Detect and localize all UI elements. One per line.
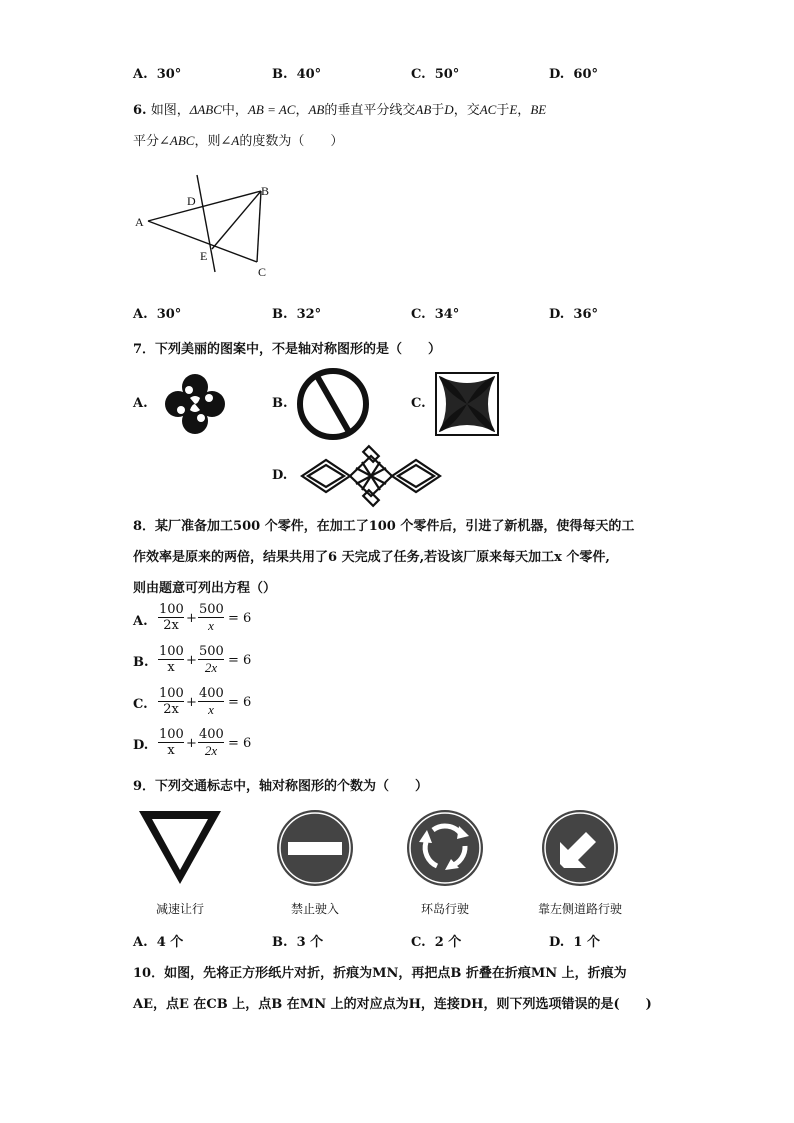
no-entry-sign-icon <box>275 808 355 888</box>
fraction: $\frac{100}{2x}$ <box>159 686 184 717</box>
q8-stem-line1: 8．某厂准备加工500 个零件，在加工了100 个零件后，引进了新机器，使得每天的工 <box>133 519 635 534</box>
q5-option-b[interactable]: B. 40° <box>272 67 322 82</box>
yield-sign-icon <box>135 808 225 888</box>
q9-stem: 9．下列交通标志中，轴对称图形的个数为（ ） <box>133 779 429 794</box>
q6-stem-line2: 平分∠ABC，则∠A的度数为（ ） <box>133 133 344 149</box>
q7-option-a-label[interactable]: A. <box>133 396 148 411</box>
q6-number: 6. <box>133 103 147 118</box>
fraction: $\frac{400}{x}$ <box>199 686 224 717</box>
sign-caption-roundabout: 环岛行驶 <box>420 902 469 916</box>
q6-option-a[interactable]: A. 30° <box>133 307 182 322</box>
fraction: $\frac{500}{2x}$ <box>199 644 224 675</box>
q7-pattern-d-endless-knot-icon <box>300 448 442 504</box>
fraction: $\frac{400}{2x}$ <box>199 727 224 758</box>
fraction: $\frac{100}{x}$ <box>159 644 184 675</box>
keep-left-sign-icon <box>540 808 620 888</box>
q6-option-d[interactable]: D. 36° <box>549 307 598 322</box>
label-c: C <box>258 265 267 279</box>
q10-stem-line2: AE，点E 在CB 上，点B 在MN 上的对应点为H，连接DH，则下列选项错误的是( ) <box>133 997 652 1012</box>
q6-option-c[interactable]: C. 34° <box>411 307 460 322</box>
q9-option-a[interactable]: A. 4 个 <box>133 935 184 950</box>
q6-triangle-figure <box>130 172 280 282</box>
label-b: B <box>261 184 270 198</box>
q9-option-d[interactable]: D. 1 个 <box>549 935 600 950</box>
q5-option-a[interactable]: A. 30° <box>133 67 182 82</box>
q10-stem-line1: 10．如图，先将正方形纸片对折，折痕为MN，再把点B 折叠在折痕MN 上，折痕为 <box>133 966 627 981</box>
q9-option-c[interactable]: C. 2 个 <box>411 935 462 950</box>
q8-stem-line3: 则由题意可列出方程（） <box>133 581 277 596</box>
segment-bc <box>257 191 261 262</box>
q5-option-c[interactable]: C. 50° <box>411 67 460 82</box>
label-e: E <box>200 249 208 263</box>
fraction: $\frac{100}{x}$ <box>159 727 184 758</box>
q7-option-b-label[interactable]: B. <box>272 396 288 411</box>
sign-caption-keep-left: 靠左侧道路行驶 <box>537 902 622 916</box>
fraction: $\frac{500}{x}$ <box>199 602 224 633</box>
segment-be <box>212 191 261 249</box>
q8-stem-line2: 作效率是原来的两倍，结果共用了6 天完成了任务,若设该厂原来每天加工x 个零件, <box>133 550 610 565</box>
q6-stem-line1: 6. 如图，ΔABC中，AB = AC，AB的垂直平分线交AB于D，交AC于E，BE <box>133 102 547 118</box>
q7-stem: 7．下列美丽的图案中，不是轴对称图形的是（ ） <box>133 342 442 357</box>
q7-option-c-label[interactable]: C. <box>411 396 426 411</box>
roundabout-sign-icon <box>405 808 485 888</box>
label-d: D <box>187 194 196 208</box>
label-a: A <box>135 215 144 229</box>
q7-pattern-a-clover-icon <box>160 372 230 436</box>
sign-caption-yield: 减速让行 <box>155 902 204 916</box>
q5-option-d[interactable]: D. 60° <box>549 67 598 82</box>
q6-option-b[interactable]: B. 32° <box>272 307 322 322</box>
q7-option-d-label[interactable]: D. <box>272 468 288 483</box>
q7-pattern-b-slash-circle-icon <box>295 366 371 442</box>
fraction: $\frac{100}{2x}$ <box>159 602 184 633</box>
q9-option-b[interactable]: B. 3 个 <box>272 935 324 950</box>
sign-caption-no-entry: 禁止驶入 <box>290 902 339 916</box>
q7-pattern-c-petal-square-icon <box>435 372 499 436</box>
